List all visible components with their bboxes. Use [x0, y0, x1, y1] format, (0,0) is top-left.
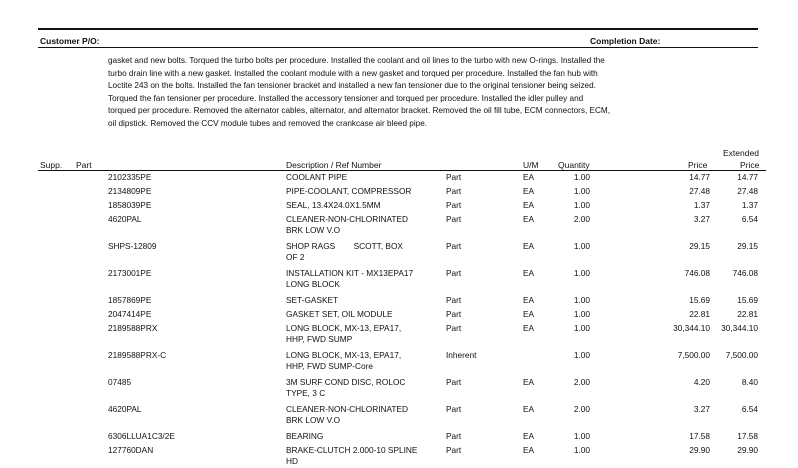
description-line: 3M SURF COND DISC, ROLOC [286, 377, 406, 387]
description [286, 445, 446, 468]
description-line: SEAL, 13.4X24.0X1.5MM [286, 200, 381, 210]
quantity: 2.00 [573, 377, 590, 387]
extended-price: 15.69 [737, 295, 758, 305]
part-number: 4620PAL [108, 214, 142, 224]
price: 4.20 [693, 377, 710, 387]
description [286, 431, 446, 442]
col-header-part: Part [76, 160, 92, 170]
extended-price: 6.54 [741, 404, 758, 414]
description-line: BRK LOW V.O [286, 415, 341, 426]
unit-of-measure: EA [523, 295, 535, 305]
extended-price: 17.58 [737, 431, 758, 441]
top-rule [38, 28, 758, 30]
description [286, 172, 446, 183]
quantity: 1.00 [573, 431, 590, 441]
header-rule [38, 47, 758, 48]
item-type: Part [446, 295, 462, 305]
part-number: 2047414PE [108, 309, 152, 319]
notes-line: gasket and new bolts. Torqued the turbo bolts per procedure. Installed the coolant and oil lines to the turbo with new O-rings. Installed the [108, 56, 605, 65]
part-number: 6306LLUA1C3/2E [108, 431, 175, 441]
price: 3.27 [693, 214, 710, 224]
extended-price: 6.54 [741, 214, 758, 224]
extended-price: 8.40 [741, 377, 758, 387]
extended-price: 746.08 [732, 268, 758, 278]
col-header-description: Description / Ref Number [286, 160, 382, 170]
item-type: Part [446, 186, 462, 196]
part-number: 2189588PRX [108, 323, 158, 333]
extended-price: 29.90 [737, 445, 758, 455]
col-header-extended-price: Price [740, 160, 760, 170]
quantity: 1.00 [573, 200, 590, 210]
extended-price: 30,344.10 [721, 323, 758, 333]
price: 30,344.10 [673, 323, 710, 333]
work-notes [108, 55, 698, 131]
description-line: PIPE-COOLANT, COMPRESSOR [286, 186, 412, 196]
unit-of-measure: EA [523, 404, 535, 414]
quantity: 2.00 [573, 404, 590, 414]
quantity: 1.00 [573, 295, 590, 305]
notes-line: oil dipstick. Removed the CCV module tubes and removed the crankcase air bleed pipe. [108, 118, 428, 128]
extended-price: 7,500.00 [725, 350, 758, 360]
description-line: INSTALLATION KIT - MX13EPA17 [286, 268, 414, 278]
price: 746.08 [684, 268, 710, 278]
description [286, 241, 446, 264]
price: 3.27 [693, 404, 710, 414]
price: 27.48 [689, 186, 710, 196]
item-type: Inherent [446, 350, 477, 360]
item-type: Part [446, 214, 462, 224]
description-line: SHOP RAGS SCOTT, BOX [286, 241, 403, 251]
price: 14.77 [689, 172, 710, 182]
extended-price: 27.48 [737, 186, 758, 196]
unit-of-measure: EA [523, 172, 535, 182]
quantity: 1.00 [573, 241, 590, 251]
col-header-extended: Extended [723, 148, 759, 158]
unit-of-measure: EA [523, 377, 535, 387]
description-line: HD [286, 456, 298, 467]
extended-price: 14.77 [737, 172, 758, 182]
quantity: 1.00 [573, 445, 590, 455]
item-type: Part [446, 241, 462, 251]
quantity: 1.00 [573, 172, 590, 182]
part-number: 2189588PRX-C [108, 350, 167, 360]
part-number: 2173001PE [108, 268, 152, 278]
price: 15.69 [689, 295, 710, 305]
description [286, 186, 446, 197]
item-type: Part [446, 404, 462, 414]
price: 1.37 [693, 200, 710, 210]
unit-of-measure: EA [523, 200, 535, 210]
description-line: BEARING [286, 431, 324, 441]
extended-price: 29.15 [737, 241, 758, 251]
unit-of-measure: EA [523, 186, 535, 196]
customer-po-label: Customer P/O: [40, 36, 100, 46]
description-line: LONG BLOCK, MX-13, EPA17, [286, 323, 402, 333]
description-line: BRAKE-CLUTCH 2.000-10 SPLINE [286, 445, 418, 455]
description-line: LONG BLOCK, MX-13, EPA17, [286, 350, 402, 360]
quantity: 1.00 [573, 309, 590, 319]
extended-price: 22.81 [737, 309, 758, 319]
description [286, 200, 446, 211]
part-number: 1858039PE [108, 200, 152, 210]
quantity: 1.00 [573, 186, 590, 196]
description-line: HHP, FWD SUMP [286, 334, 353, 345]
unit-of-measure: EA [523, 431, 535, 441]
part-number: 2102335PE [108, 172, 152, 182]
column-header-rule [38, 170, 766, 171]
description [286, 377, 446, 400]
description-line: CLEANER-NON-CHLORINATED [286, 214, 409, 224]
notes-line: Torqued the fan tensioner per procedure. Installed the accessory tensioner and torqued per procedure. Installed the idler pulley and [108, 93, 584, 103]
price: 22.81 [689, 309, 710, 319]
description-line: GASKET SET, OIL MODULE [286, 309, 393, 319]
description-line: TYPE, 3 C [286, 388, 326, 399]
notes-line: Loctite 243 on the bolts. Installed the fan tensioner bracket and installed a new fan tensioner due to the original tensioner being seized. [108, 81, 596, 91]
col-header-price: Price [688, 160, 708, 170]
part-number: 1857869PE [108, 295, 152, 305]
part-number: 127760DAN [108, 445, 154, 455]
col-header-supp: Supp. [40, 160, 63, 170]
item-type: Part [446, 431, 462, 441]
quantity: 2.00 [573, 214, 590, 224]
description [286, 350, 446, 373]
description-line: OF 2 [286, 252, 305, 263]
quantity: 1.00 [573, 350, 590, 360]
extended-price: 1.37 [741, 200, 758, 210]
description [286, 268, 446, 291]
item-type: Part [446, 377, 462, 387]
description-line: BRK LOW V.O [286, 225, 341, 236]
item-type: Part [446, 268, 462, 278]
notes-line: turbo drain line with a new gasket. Installed the coolant module with a new gasket and torqued per procedure. Installed the fan hub with [108, 68, 598, 78]
completion-date-label: Completion Date: [590, 36, 661, 46]
description-line: CLEANER-NON-CHLORINATED [286, 404, 409, 414]
col-header-um: U/M [523, 160, 539, 170]
unit-of-measure: EA [523, 309, 535, 319]
description [286, 404, 446, 427]
unit-of-measure: EA [523, 323, 535, 333]
description [286, 309, 446, 320]
part-number: 07485 [108, 377, 132, 387]
description [286, 295, 446, 306]
unit-of-measure: EA [523, 214, 535, 224]
description [286, 323, 446, 346]
unit-of-measure: EA [523, 445, 535, 455]
item-type: Part [446, 323, 462, 333]
unit-of-measure: EA [523, 241, 535, 251]
price: 17.58 [689, 431, 710, 441]
notes-line: torqued per procedure. Removed the alternator cables, alternator, and alternator bracket. Removed the oil fill tube, ECM connectors, ECM, [108, 106, 610, 116]
description-line: HHP, FWD SUMP-Core [286, 361, 373, 372]
description-line: SET-GASKET [286, 295, 339, 305]
price: 29.15 [689, 241, 710, 251]
description-line: COOLANT PIPE [286, 172, 348, 182]
price: 29.90 [689, 445, 710, 455]
part-number: SHPS-12809 [108, 241, 157, 251]
unit-of-measure: EA [523, 268, 535, 278]
description-line: LONG BLOCK [286, 279, 340, 290]
quantity: 1.00 [573, 268, 590, 278]
part-number: 4620PAL [108, 404, 142, 414]
item-type: Part [446, 172, 462, 182]
col-header-quantity: Quantity [558, 160, 590, 170]
item-type: Part [446, 445, 462, 455]
item-type: Part [446, 200, 462, 210]
item-type: Part [446, 309, 462, 319]
price: 7,500.00 [677, 350, 710, 360]
quantity: 1.00 [573, 323, 590, 333]
description [286, 214, 446, 237]
part-number: 2134809PE [108, 186, 152, 196]
